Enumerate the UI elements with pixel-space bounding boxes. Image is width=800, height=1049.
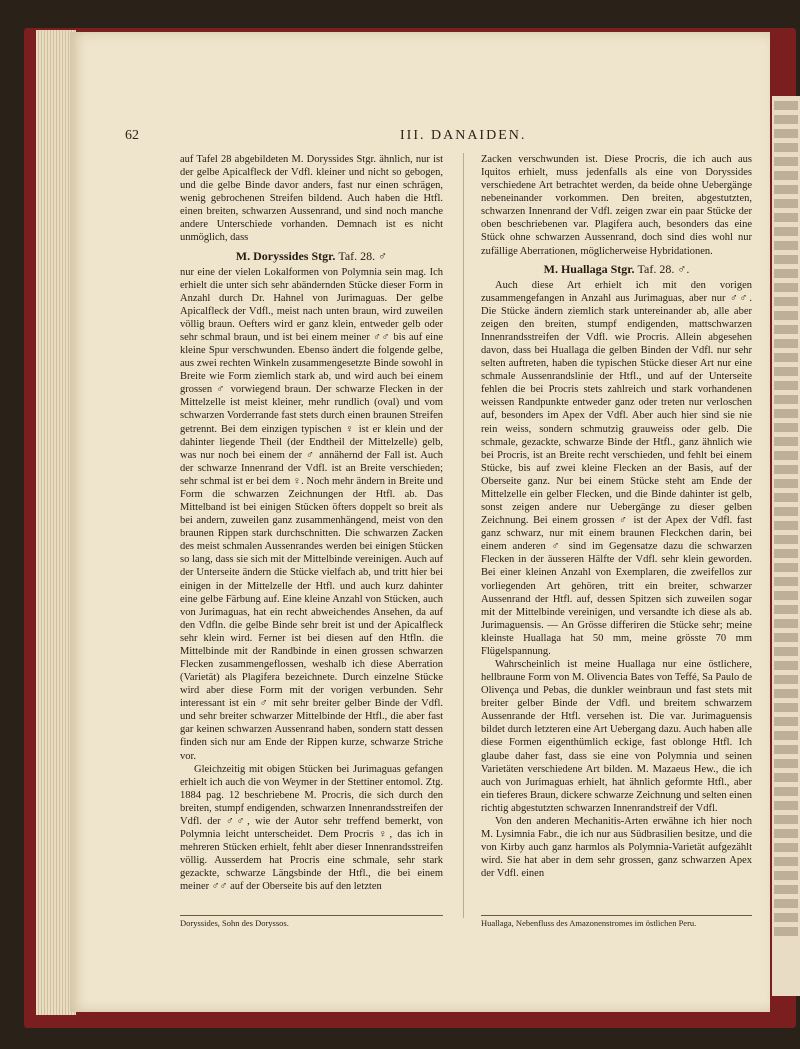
left-column bbox=[180, 153, 443, 893]
running-title: III. DANAIDEN. bbox=[400, 128, 527, 143]
paragraph: auf Tafel 28 abgebildeten M. Doryssides Stgr. ähnlich, nur ist der gelbe Apicalfleck der Vdfl. kleiner und nicht so gebogen, und die gelbe Binde davor anders, fast nur einen schrägen, wenig gebrochenen Streifen bildend. Auch haben die Htfl. einen breiten, schwarzen Aussenrand, und sind noch manche andere Unterschiede vorhanden. Demnach ist es nicht unmöglich, dass bbox=[180, 154, 443, 244]
species-heading bbox=[481, 263, 752, 276]
paragraph: Von den anderen Mechanitis-Arten erwähne ich hier noch M. Lysimnia Fabr., die ich nur aus Südbrasilien besitze, und die von Kirby auch ganz harmlos als Polymnia-Varietät aufgezählt wird. Sie hat aber in dem sehr grossen, ganz schwarzen Apex der Vdfl. einen bbox=[481, 815, 752, 880]
running-header bbox=[0, 128, 800, 148]
species-name: M. Huallaga Stgr. bbox=[543, 261, 635, 276]
column-divider bbox=[463, 153, 464, 918]
paragraph: Wahrscheinlich ist meine Huallaga nur eine östlichere, hellbraune Form von M. Olivencia Bates von Teffé, Sa Paulo de Olivença und Pebas, die dunkler weinbraun und fast stets mit breiter gelber Binde der Vdfl. und breitem schwarzem Aussenrande der Htfl. versehen ist. Die var. Jurimaguensis bildet durch letzteren eine Art Uebergang dazu. Auch haben alle diese Formen eigenthümlich eckige, fast oblonge Htfl. Ich glaube daher fast, dass sie eine von Polymnia und seinen Varietäten verschiedene Art bilden. M. Mazaeus Hew., die ich auch von Jurimaguas erhielt, hat ähnlich geformte Htfl., aber ein tieferes Braun, dickere schwarze Zeichnung und selten einen richtig abgestutzten schwarzen Innenrandstreif der Vdfl. bbox=[481, 658, 752, 814]
species-name: M. Doryssides Stgr. bbox=[235, 248, 336, 263]
right-column bbox=[481, 153, 752, 880]
footnote-right: Huallaga, Nebenfluss des Amazonenstromes im östlichen Peru. bbox=[481, 915, 752, 928]
plate-reference: Taf. 28. ♂. bbox=[637, 261, 690, 276]
paragraph: Auch diese Art erhielt ich mit den vorigen zusammengefangen in Anzahl aus Jurimaguas, aber nur ♂♂. Die Stücke ändern ziemlich stark untereinander ab, alle aber zeigen den breiten, stumpf endigenden, mattschwarzen Innenrandsstreifen der Vdfl. wie Procris. Allein abgesehen davon, dass bei Huallaga die gelben Binden der Vdfl. nur sehr selten auftreten, haben die typischen Stücke dieser Art nur eine schmale Aussenrandslinie der Htfl., und auf der Unterseite fehlen die bei Procris stets zahlreich und stark vorhandenen weissen Randpunkte entweder ganz oder treten nur verloschen auf, besonders im Apex der Vdfl. Aber auch hier sind sie nie rein weiss, sondern schmutzig grauweiss oder gelb. Die schmale, gezackte, schwarze Binde der Htfl., ganz ähnlich wie bei Procris, ist an Breite recht verschieden, und fehlt bei einem Stücke, bis auf zwei kleine Flecken an der Basis, auf der Oberseite ganz. Nur bei einem Stücke steht am Ende der Mittelzelle ein gelber Flecken, und die Binde dahinter ist gelb, sonst zeigen andere nur Uebergänge zu dieser gelben Zeichnung. Bei einem grossen ♂ ist der Apex der Vdfl. fast ganz schwarz, nur mit einem braunen Fleckchen darin, bei einem anderen ♂ sind im Gegensatze dazu die schwarzen Flecken in der äusseren Hälfte der Vdfl. sehr klein geworden. Bei einer kleinen Anzahl von Exemplaren, die zweifellos zur vorliegenden Art gehören, tritt ein breiter, schwarzer Aussenrand der Htfl. auf, dessen Spitzen sich zuweilen sogar mit der Mittelbinde vereinigen, und versandte ich diese als ab. Jurimaguensis. — An Grösse differiren die Stücke sehr; meine kleinste Huallaga hat 50 mm, meine grösste 70 mm Flügelspannung. bbox=[481, 279, 752, 657]
paragraph: nur eine der vielen Lokalformen von Polymnia sein mag. Ich erhielt die unter sich sehr abändernden Stücke dieser Form in Anzahl durch Dr. Hahnel von Jurimaguas. Der gelbe Apicalfleck der Vdfl., meist nach unten braun, wird zuweilen völlig braun. Oefters wird er ganz klein, entweder gelb oder sehr schmal braun, und ist bei einem meiner ♂♂ bis auf eine kleine Spur verschwunden. Ebenso ändert die folgende gelbe, aus zwei rechten Winkeln zusammengesetzte Binde sowohl in Breite wie Form ziemlich stark ab, und wird auch bei einem grossen ♂ vorwiegend braun. Der schwarze Flecken in der Mittelzelle ist meist kleiner, mehr rundlich (oval) und vom schwarzen Vorderrande fast stets durch einen braunen Streifen getrennt. Bei dem einzigen typischen ♀ ist er klein und der dahinter liegende Theil (der Endtheil der Mittelzelle) gelb, was nur noch bei einem der ♂ annähernd der Fall ist. Auch der schwarze Innenrand der Vdfl. ist an Breite verschieden; sehr schmal ist er bei dem ♀. Noch mehr ändern in Breite und Form die schwarzen Zeichnungen der Htfl. ab. Das Mittelband ist bei einigen Stücken öfters doppelt so breit als bei andern, zuweilen ganz zusammenhängend, meist von den braunen Rippen stark durchschnitten. Die schwarzen Zacken des meist schmalen Aussenrandes werden bei einigen Stücken so lang, dass sie sich mit der Mittelbinde vereinigen. Auch auf der Unterseite ändern die Stücke vielfach ab, und tritt hier bei einigen in der Mittelzelle der Htfl. und auch kurz dahinter eine gelbe Färbung auf. Eine kleine Anzahl von Stücken, auch von Jurimaguas, hat ein recht abweichendes Ansehen, da auf den Vdfln. die gelbe Binde sehr breit ist und der Apicalfleck sehr klein wird. Ferner ist bei diesen auf den Htfln. die Mittelbinde mit der Randbinde in einen grossen schwarzen Flecken zusammengeflossen, weshalb ich diese Aberration (Varietät) als Plagifera bezeichnete. Durch einzelne Stücke wird aber diese Form mit der vorigen verbunden. Sehr interessant ist ein ♂ mit sehr breiter gelber Binde der Vdfl. und sehr breiter schwarzer Mittelbinde der Htfl., die aber fast gar keinen schwarzen Aussenrand haben, sondern statt dessen finden sich nur am Ende der Rippen kurze, schwarze Striche vor. bbox=[180, 266, 443, 762]
plate-reference: Taf. 28. ♂ bbox=[338, 248, 388, 263]
species-heading bbox=[180, 250, 443, 263]
paragraph: Gleichzeitig mit obigen Stücken bei Jurimaguas gefangen erhielt ich auch die von Weymer in der Stettiner entomol. Ztg. 1884 pag. 12 beschriebene M. Procris, die sich durch den breiten, stumpf endigenden, schwarzen Innenrandsstreifen der Vdfl. der ♂♂, wie der Autor sehr treffend bemerkt, von Polymnia leicht unterscheidet. Dem Procris ♀, das ich in mehreren Stücken erhielt, fehlt aber dieser Innenrandsstreifen völlig. Ausserdem hat Procris eine schmale, sehr stark gezackte, schwarze Längsbinde der Htfl., die bei einem meiner ♂♂ auf der Oberseite bis auf den letzten bbox=[180, 763, 443, 893]
footnote-left: Doryssides, Sohn des Doryssos. bbox=[180, 915, 443, 928]
adjacent-page-strip bbox=[772, 96, 800, 996]
page-number: 62 bbox=[125, 128, 139, 143]
paragraph: Zacken verschwunden ist. Diese Procris, die ich auch aus Iquitos erhielt, muss jedenfalls als eine von Doryssides verschiedene Art betrachtet werden, da beide ohne Uebergänge nebeneinander vorkommen. Den breiten, abgestutzten, schwarzen Innenrand der Vdfl. zeigen zwar ein paar Stücke der oben beschriebenen var. Plagifera auch, besonders das eine Stück ohne schwarzen Aussenrand, doch sind dies wohl nur zufällige Aberrationen, möglicherweise Hybridationen. bbox=[481, 154, 752, 257]
